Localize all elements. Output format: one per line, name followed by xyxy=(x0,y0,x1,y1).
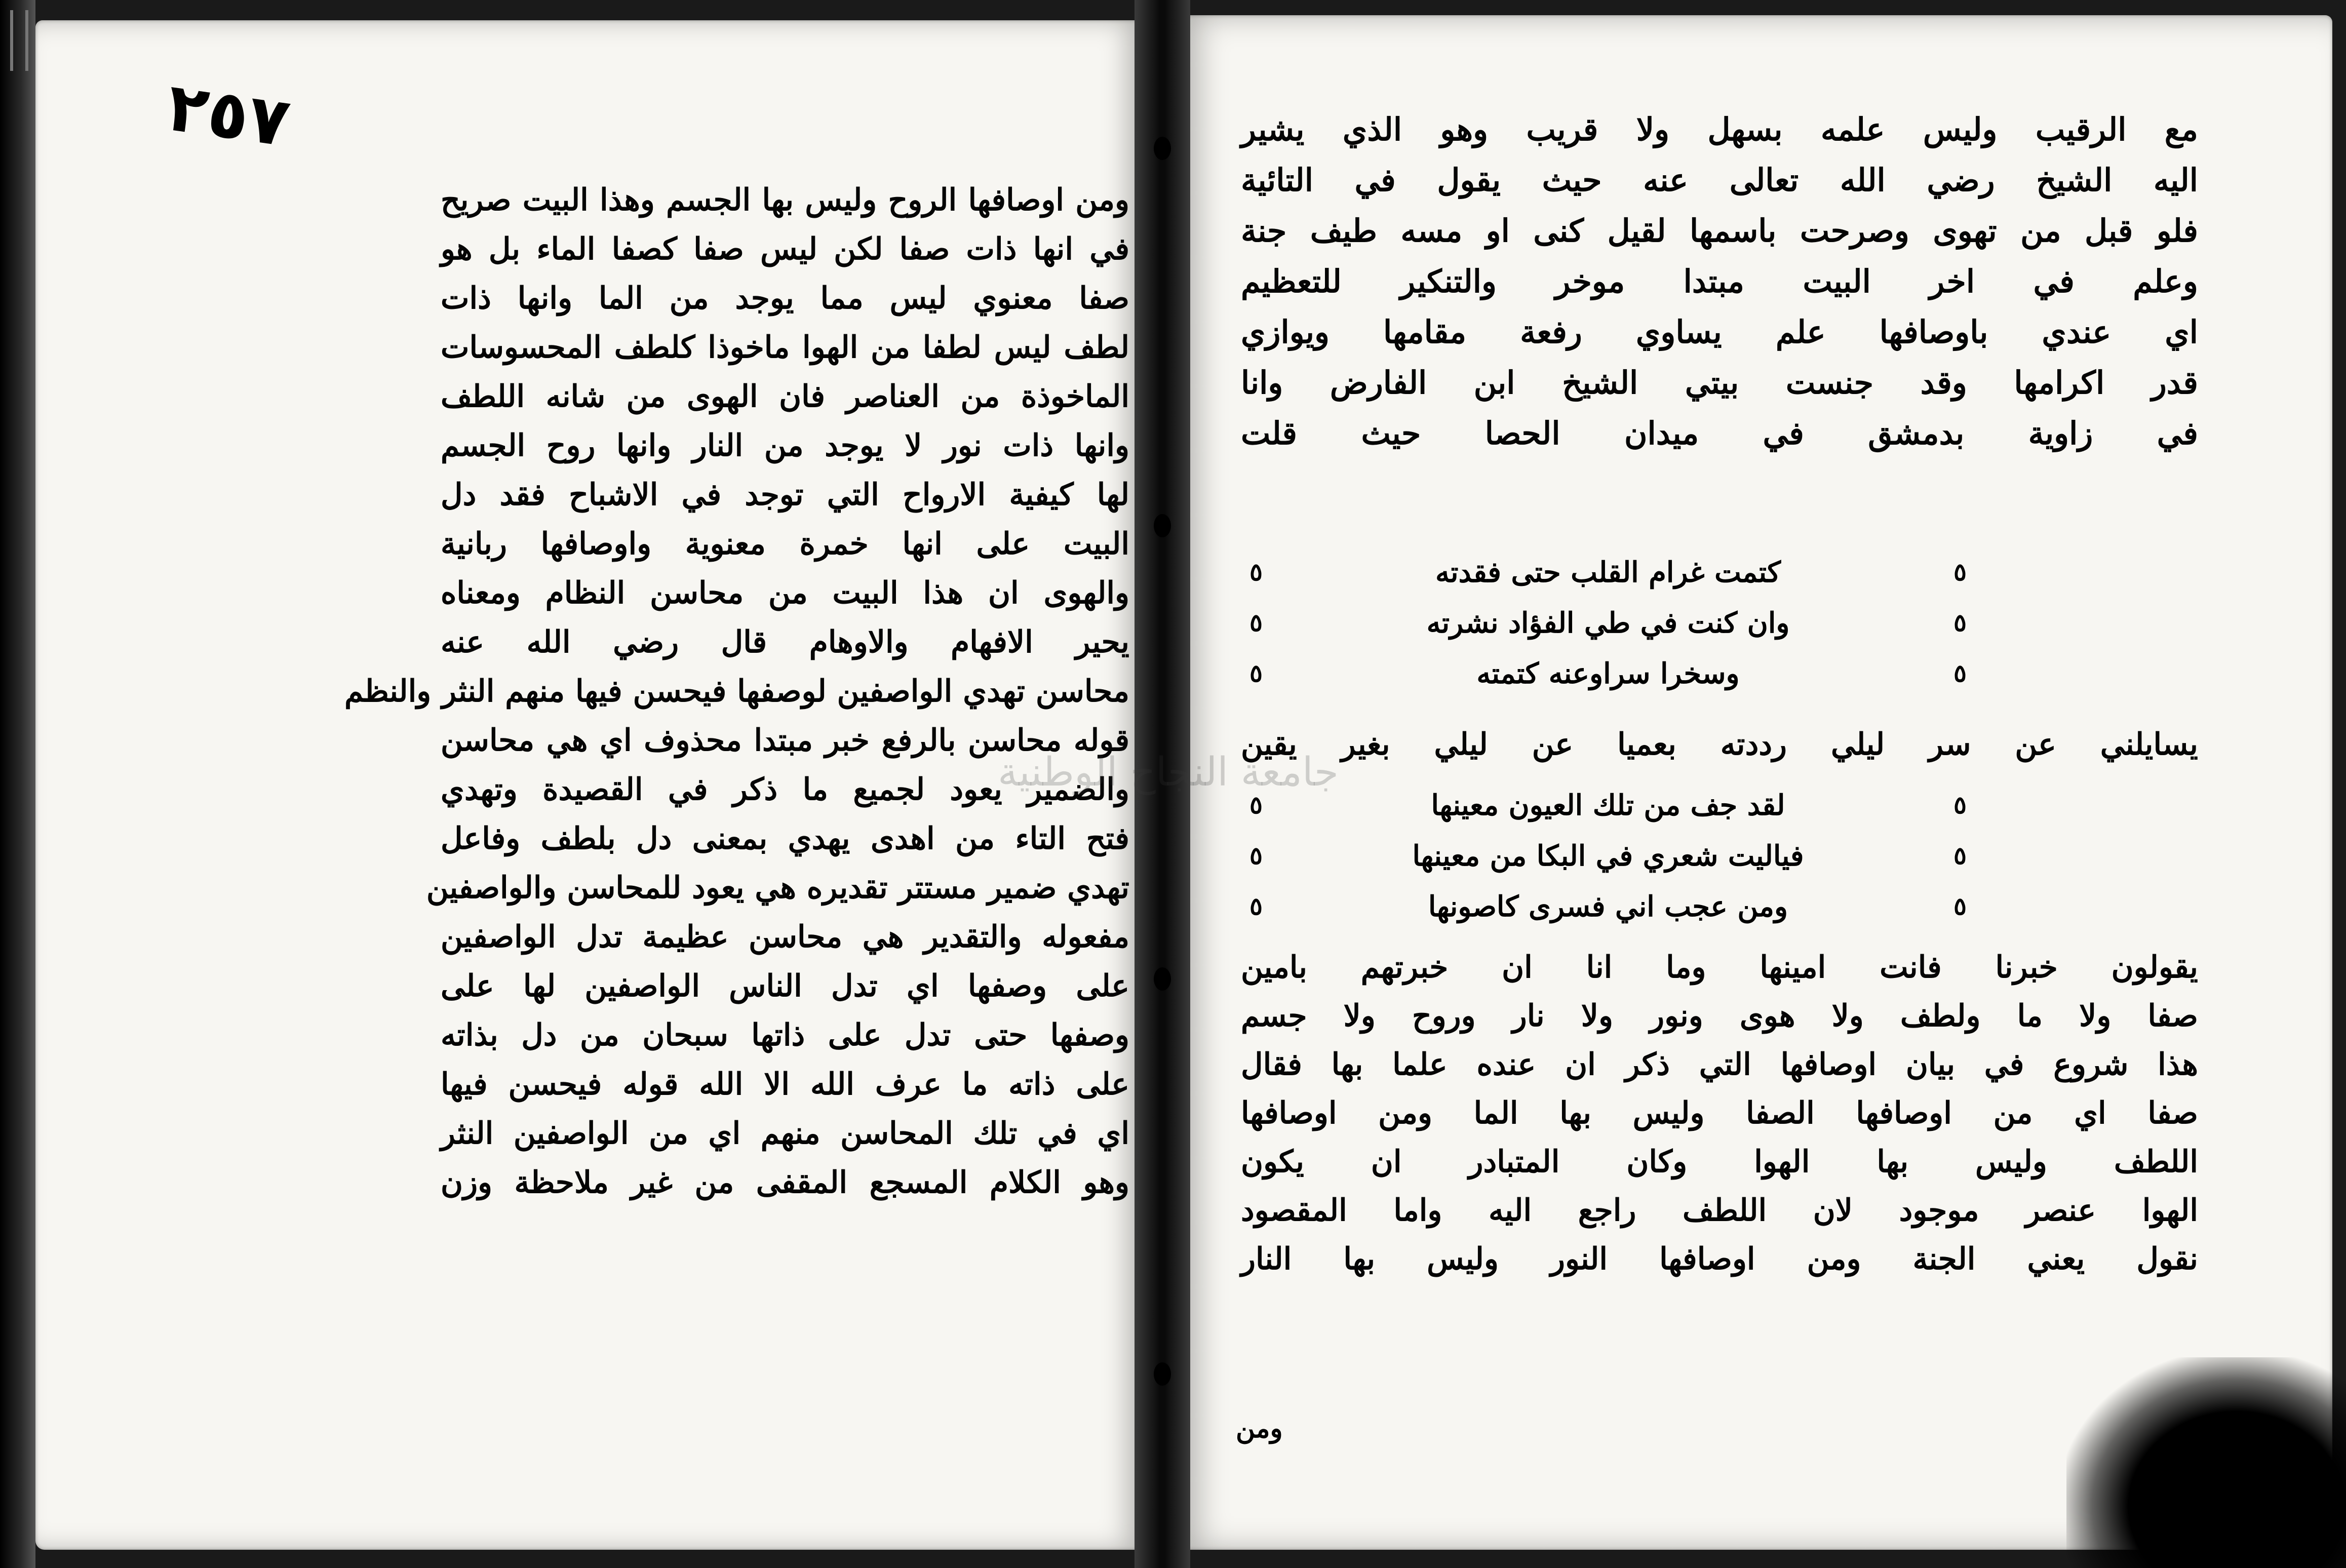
verse-hemistich: فياليت شعري في البكا من معينها xyxy=(1412,839,1804,873)
text-line: فتح التاء من اهدى يهدي بمعنى دل بلطف وفاعل xyxy=(441,821,1129,856)
binding-tab-mark xyxy=(10,10,28,71)
verse-hemistich: لقد جف من تلك العيون معينها xyxy=(1431,789,1785,822)
verse-mark: ٥ xyxy=(1249,659,1263,688)
verse-line xyxy=(1241,780,1975,831)
text-line: لطف ليس لطفا من الهوا ماخوذا كلطف المحسوسات xyxy=(441,330,1129,365)
verse-mark: ٥ xyxy=(1953,659,1967,688)
text-line: والهوى ان هذا البيت من محاسن النظام ومعناه xyxy=(441,575,1129,611)
verse-mark: ٥ xyxy=(1249,791,1263,819)
text-line: اي في تلك المحاسن منهم اي من الواصفين النثر xyxy=(441,1116,1129,1151)
text-line: مفعوله والتقدير هي محاسن عظيمة تدل الواصفين xyxy=(441,919,1129,955)
text-line: على وصفها اي تدل الناس الواصفين لها على xyxy=(441,968,1129,1004)
catchword: ومن xyxy=(1236,1413,1283,1444)
text-line: يقولون خبرنا فانت امينها وما انا ان خبرتهم بامين xyxy=(1241,950,2198,985)
text-line: صفا اي من اوصافها الصفا وليس بها الما ومن اوصافها xyxy=(1241,1095,2198,1131)
verse-block-2 xyxy=(1241,780,1975,932)
verse-mark: ٥ xyxy=(1249,892,1263,921)
binding-stitch xyxy=(1154,1362,1171,1386)
verse-mark: ٥ xyxy=(1249,609,1263,637)
text-line: وعلم في اخر البيت مبتدا موخر والتنكير للتعظيم xyxy=(1241,263,2198,300)
text-line: البيت على انها خمرة معنوية واوصافها ربانية xyxy=(441,526,1129,562)
text-line: قدر اكرامها وقد جنست بيتي الشيخ ابن الفارض وانا xyxy=(1241,364,2198,401)
verse-line xyxy=(1241,648,1975,699)
verse-full-line xyxy=(1241,729,2198,780)
verse-mark: ٥ xyxy=(1249,558,1263,586)
library-watermark: جامعة النجاح الوطنية xyxy=(998,750,1339,795)
text-line: محاسن تهدي الواصفين لوصفها فيحسن فيها منهم النثر والنظم xyxy=(344,674,1129,709)
text-line: الهوا عنصر موجود لان اللطف راجع اليه واما المقصود xyxy=(1241,1193,2198,1228)
folio-number: ٢٥٧ xyxy=(162,67,295,163)
verse-mark: ٥ xyxy=(1953,791,1967,819)
verse-line xyxy=(1241,598,1975,648)
verse-hemistich: ومن عجب اني فسرى كاصونها xyxy=(1428,890,1788,923)
text-line: في زاوية بدمشق في ميدان الحصا حيث قلت xyxy=(1241,415,2198,452)
text-line: وانها ذات نور لا يوجد من النار وانها روح الجسم xyxy=(441,428,1129,463)
text-line: يسايلني عن سر ليلي رددته بعميا عن ليلي بغير يقين xyxy=(1241,727,2198,762)
text-line: على ذاته ما عرف الله الا الله قوله فيحسن فيها xyxy=(441,1067,1129,1102)
right-page-prose-top xyxy=(1241,111,2198,468)
text-line: اللطف وليس بها الهوا وكان المتبادر ان يكون xyxy=(1241,1144,2198,1180)
verse-hemistich: وان كنت في طي الفؤاد نشرته xyxy=(1426,606,1790,640)
text-line: في انها ذات صفا لكن ليس صفا كصفا الماء بل هو xyxy=(441,231,1129,267)
text-line: اي عندي باوصافها علم يساوي رفعة مقامها ويوازي xyxy=(1241,313,2198,350)
verse-line xyxy=(1241,881,1975,932)
verse-mark: ٥ xyxy=(1953,609,1967,637)
text-line: اليه الشيخ رضي الله تعالى عنه حيث يقول في التائية xyxy=(1241,162,2198,199)
verse-mark: ٥ xyxy=(1953,892,1967,921)
verse-line xyxy=(1241,831,1975,881)
verse-hemistich: كتمت غرام القلب حتى فقدته xyxy=(1435,556,1781,589)
text-line: نقول يعني الجنة ومن اوصافها النور وليس بها النار xyxy=(1241,1241,2198,1277)
verse-block-1 xyxy=(1241,547,1975,699)
text-line: تهدي ضمير مستتر تقديره هي يعود للمحاسن والواصفين xyxy=(426,870,1129,906)
verse-mark: ٥ xyxy=(1953,558,1967,586)
binding-stitch xyxy=(1154,137,1171,160)
verse-hemistich: وسخرا سراوعنه كتمته xyxy=(1476,657,1740,690)
text-line: ومن اوصافها الروح وليس بها الجسم وهذا البيت صريح xyxy=(441,182,1129,218)
verse-line xyxy=(1241,547,1975,598)
text-line: فلو قبل من تهوى وصرحت باسمها لقيل كنى او مسه طيف جنة xyxy=(1241,212,2198,249)
left-page-text xyxy=(344,182,1130,1217)
text-line: وصفها حتى تدل على ذاتها سبحان من دل بذاته xyxy=(441,1017,1129,1053)
text-line: مع الرقيب وليس علمه بسهل ولا قريب وهو الذي يشير xyxy=(1241,111,2198,148)
scan-left-edge xyxy=(0,0,35,1568)
text-line: هذا شروع في بيان اوصافها التي ذكر ان عنده علما بها فقال xyxy=(1241,1047,2198,1082)
text-line: والضمير يعود لجميع ما ذكر في القصيدة وتهدي xyxy=(441,772,1129,807)
text-line: صفا ولا ما ولطف ولا هوى ونور ولا نار وروح ولا جسم xyxy=(1241,998,2198,1034)
text-line: يحير الافهام والاوهام قال رضي الله عنه xyxy=(441,624,1129,660)
corner-damage-stain xyxy=(2066,1357,2346,1568)
text-line: لها كيفية الارواح التي توجد في الاشباح فقد دل xyxy=(441,477,1129,513)
binding-stitch xyxy=(1154,967,1171,991)
text-line: الماخوذة من العناصر فان الهوى من شانه اللطف xyxy=(441,379,1129,414)
verse-mark: ٥ xyxy=(1249,842,1263,870)
right-page-prose-bottom xyxy=(1241,952,2198,1292)
text-line: وهو الكلام المسجع المقفى من غير ملاحظة وزن xyxy=(441,1165,1130,1200)
text-line: قوله محاسن بالرفع خبر مبتدا محذوف اي هي محاسن xyxy=(441,723,1129,758)
text-line: صفا معنوي ليس مما يوجد من الما وانها ذات xyxy=(441,281,1129,316)
binding-stitch xyxy=(1154,514,1171,537)
verse-mark: ٥ xyxy=(1953,842,1967,870)
